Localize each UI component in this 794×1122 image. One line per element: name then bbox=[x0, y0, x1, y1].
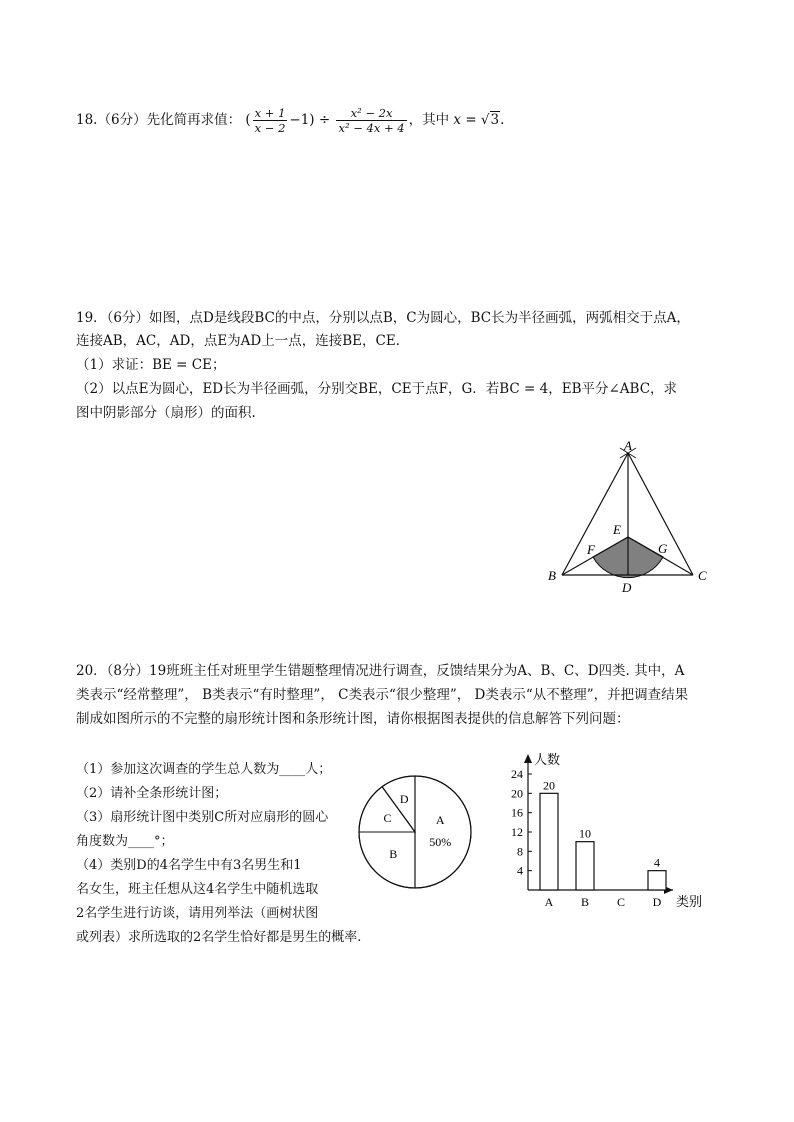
x-axis-label: 类别 bbox=[676, 894, 703, 909]
q18-minus-one: −1) ÷ bbox=[289, 112, 331, 128]
q19-line-1: 19．（6分）如图，点D是线段BC的中点，分别以点B，C为圆心，BC长为半径画弧，两弧相交于点A， bbox=[76, 310, 690, 326]
y-tick-label: 8 bbox=[517, 844, 523, 859]
pie-label-d: D bbox=[399, 791, 409, 806]
y-tick-label: 16 bbox=[511, 805, 523, 820]
bar-d bbox=[648, 871, 666, 890]
q19-line-4: （2）以点E为圆心，ED长为半径画弧，分别交BE，CE于点F，G．若BC = 4，EB平分∠ABC，求 bbox=[76, 381, 678, 397]
q18-frac1-numerator: x + 1 bbox=[254, 106, 286, 120]
q18-period: . bbox=[500, 112, 505, 128]
q18-frac2-numerator: x² − 2x bbox=[336, 106, 406, 121]
bar-value-label-d: 4 bbox=[654, 855, 660, 870]
label-g: G bbox=[658, 541, 668, 556]
q20-sub-4d: 或列表）求所选取的2名学生恰好都是男生的概率. bbox=[76, 930, 362, 945]
q18-sqrt-value: 3 bbox=[490, 112, 500, 128]
pie-label-c: C bbox=[383, 811, 392, 826]
y-axis-label: 人数 bbox=[534, 752, 561, 767]
q18-frac1-denominator: x − 2 bbox=[254, 121, 286, 135]
q20-sub-1: （1）参加这次调查的学生总人数为____人； bbox=[76, 762, 332, 777]
q20-sub-2: （2）请补全条形统计图； bbox=[76, 786, 228, 801]
pie-percent-a: 50% bbox=[429, 835, 452, 849]
q20-line-2: 类表示“经常整理”， B类表示“有时整理”， C类表示“很少整理”， D类表示“从不整理”，并把调查结果 bbox=[76, 687, 689, 703]
q19-line-2: 连接AB，AC，AD，点E为AD上一点，连接BE，CE． bbox=[76, 333, 410, 349]
bar-a bbox=[540, 793, 558, 890]
q18-fraction-1 bbox=[253, 106, 288, 135]
q18-prompt: 先化简再求值： bbox=[146, 112, 242, 128]
q20-sub-3b: 角度数为____°； bbox=[76, 834, 174, 849]
label-d: D bbox=[622, 580, 632, 595]
label-a: A bbox=[624, 440, 632, 453]
x-tick-label-a: A bbox=[544, 895, 554, 909]
q20-line-3: 制成如图所示的不完整的扇形统计图和条形统计图，请你根据图表提供的信息解答下列问题： bbox=[76, 711, 630, 727]
q18-sqrt-sign: √ bbox=[480, 112, 490, 128]
q20-sub-4c: 2名学生进行访谈，请用列举法（画树状图 bbox=[76, 906, 319, 921]
label-b: B bbox=[548, 568, 556, 583]
y-tick-label: 12 bbox=[511, 825, 523, 839]
x-tick-label-d: D bbox=[652, 895, 662, 909]
y-tick-label: 4 bbox=[517, 863, 523, 878]
q18-frac2-denominator: x² − 4x + 4 bbox=[338, 121, 405, 135]
pie-label-a: A bbox=[435, 813, 445, 827]
q19-line-3: （1）求证：BE = CE； bbox=[76, 357, 226, 373]
bar-b bbox=[576, 842, 594, 890]
q18-open-paren: ( bbox=[245, 112, 251, 128]
q18-equals: = bbox=[465, 112, 477, 128]
q20-sub-4b: 名女生，班主任想从这4名学生中随机选取 bbox=[76, 882, 319, 897]
y-axis-arrow bbox=[524, 754, 532, 763]
x-tick-label-b: B bbox=[580, 895, 590, 909]
bar-value-label-b: 10 bbox=[579, 826, 591, 841]
y-tick-label: 20 bbox=[511, 786, 523, 801]
pie-label-b: B bbox=[389, 846, 398, 861]
q20-sub-3a: （3）扇形统计图中类别C所对应扇形的圆心 bbox=[76, 810, 329, 825]
q18-x-var: x bbox=[453, 112, 462, 128]
q18 bbox=[76, 106, 504, 135]
q20-line-1: 20．（8分）19班班主任对班里学生错题整理情况进行调查，反馈结果分为A、B、C、D四类. 其中，A bbox=[76, 663, 685, 679]
label-c: C bbox=[698, 568, 707, 583]
q19-line-5: 图中阴影部分（扇形）的面积. bbox=[76, 405, 256, 421]
bar-chart bbox=[488, 748, 718, 912]
q18-score: （6分） bbox=[97, 112, 147, 128]
bar-value-label-a: 20 bbox=[543, 778, 555, 793]
q19-geometry-figure bbox=[540, 440, 720, 600]
label-e: E bbox=[613, 522, 621, 537]
label-f: F bbox=[587, 542, 595, 557]
q20-sub-4a: （4）类别D的4名学生中有3名男生和1 bbox=[76, 858, 302, 873]
pie-chart bbox=[355, 772, 475, 892]
x-tick-label-c: C bbox=[616, 895, 626, 909]
q18-fraction-2 bbox=[336, 106, 406, 135]
q18-number: 18. bbox=[76, 112, 98, 128]
q18-where: ，其中 bbox=[408, 112, 450, 128]
y-tick-label: 24 bbox=[511, 767, 523, 781]
